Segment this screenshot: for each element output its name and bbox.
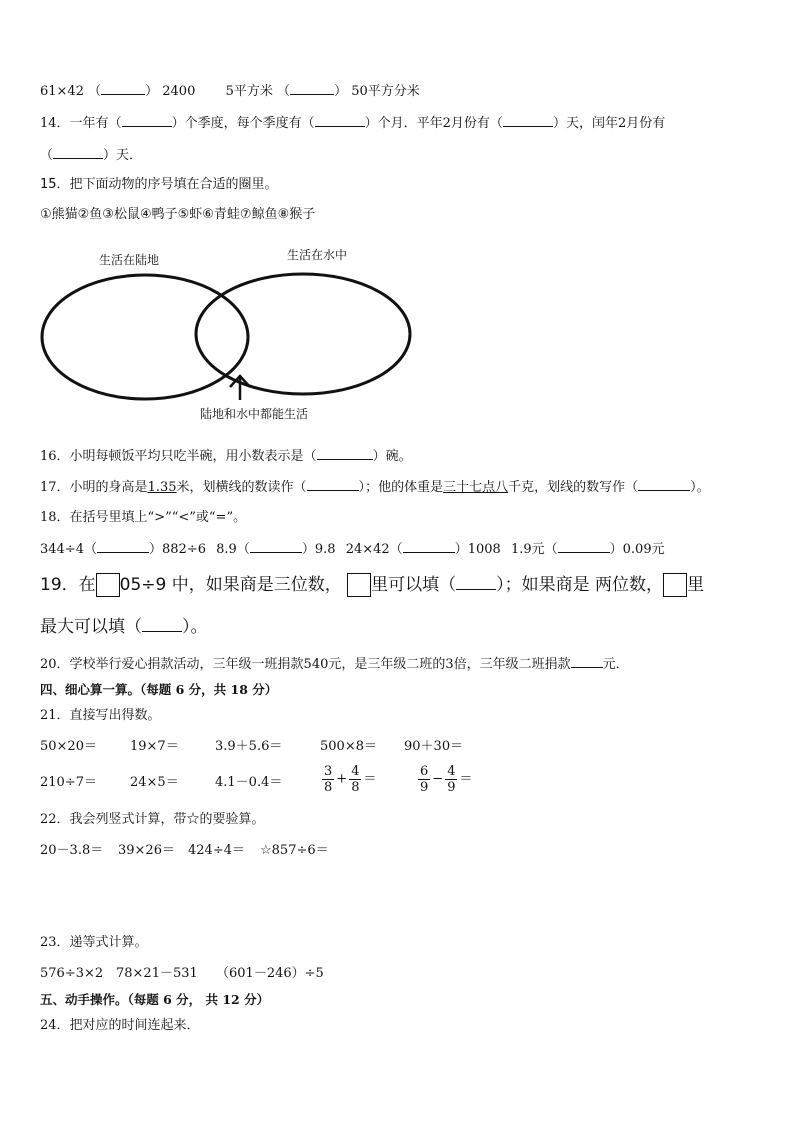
q19-text-3: 中，如果商是三位数， bbox=[171, 575, 342, 595]
q19-blank-2[interactable] bbox=[142, 616, 182, 632]
q14-blank-2[interactable] bbox=[315, 114, 365, 127]
q14-blank-3[interactable] bbox=[503, 114, 553, 127]
q20-blank[interactable] bbox=[571, 655, 603, 668]
q22-expression: 20－3.8＝ bbox=[40, 843, 104, 858]
q21-expression: 210÷7＝ bbox=[40, 775, 97, 790]
q18-prompt bbox=[40, 509, 246, 527]
q19-text-4: 里可以填 bbox=[371, 575, 440, 595]
q21-row-1 bbox=[40, 738, 480, 756]
q24-number: 24． bbox=[40, 1018, 70, 1033]
q19-digit-box-2[interactable] bbox=[347, 573, 371, 597]
q19-line-2: 最大可以填（ ）。 bbox=[40, 617, 208, 637]
q18-item: 8.9 bbox=[216, 542, 237, 557]
q22-expression: ☆857÷6＝ bbox=[260, 843, 329, 858]
q21-fraction-expression-1: $\frac{3}{8}$ + $\frac{4}{8}$ ＝ bbox=[324, 764, 377, 795]
q14-blank-4[interactable] bbox=[53, 146, 103, 159]
q18-blank-1[interactable] bbox=[97, 540, 149, 553]
q13-line: 61×42 （ ） 2400 5平方米 （ ） 50平方分米 bbox=[40, 84, 420, 99]
q23-text: 递等式计算。 bbox=[69, 935, 148, 950]
q19-text-1: 在 bbox=[78, 575, 96, 595]
q21-expression: 24×5＝ bbox=[130, 775, 179, 790]
q17-text-2: 米，划横线的数读作 bbox=[176, 480, 294, 495]
q17-line: 17．小明的身高是1.35米，划横线的数读作（ ）；他的体重是三十七点八千克，划线的数写作（ ）。 bbox=[40, 480, 710, 495]
q18-item: 9.8 bbox=[314, 542, 336, 557]
q19-text-8: 。 bbox=[190, 617, 208, 637]
q14-number: 14． bbox=[40, 116, 70, 131]
q23-expression: （601－246）÷5 bbox=[216, 966, 324, 981]
q21-row-2 bbox=[40, 764, 500, 804]
q18-blank-4[interactable] bbox=[558, 540, 610, 553]
q21-expression: 50×20＝ bbox=[40, 739, 97, 754]
q19-text-7: 最大可以填 bbox=[40, 617, 125, 637]
q20-line bbox=[40, 655, 629, 674]
q15-prompt bbox=[40, 176, 278, 194]
q13-right-expr: 5平方米 bbox=[225, 84, 273, 99]
section-4-heading: 四、细心算一算。（每题 6 分，共 18 分） bbox=[40, 682, 278, 697]
q21-prompt bbox=[40, 707, 161, 725]
q23-items bbox=[40, 965, 360, 983]
q23-number: 23． bbox=[40, 935, 70, 950]
venn-diagram bbox=[40, 240, 430, 430]
q18-item: 24×42 bbox=[345, 542, 390, 557]
q22-items bbox=[40, 842, 340, 860]
q14-text-4: 天，闰年2月份有 bbox=[565, 116, 666, 131]
q17-text-1: 小明的身高是 bbox=[69, 480, 148, 495]
q18-item: 0.09元 bbox=[622, 542, 665, 557]
q22-expression: 39×26＝ bbox=[118, 843, 175, 858]
q17-underlined-weight: 三十七点八 bbox=[443, 480, 509, 495]
q15-animal-list: ①熊猫②鱼③松鼠④鸭子⑤虾⑥青蛙⑦鲸鱼⑧猴子 bbox=[40, 207, 316, 222]
q22-expression: 424÷4＝ bbox=[188, 843, 245, 858]
fraction: $\frac{3}{8}$ bbox=[324, 764, 333, 795]
q14-line-1: 14．一年有（ ）个季度，每个季度有（ ）个月．平年2月份有（ ）天，闰年2月份有 bbox=[40, 116, 666, 131]
q19-line-1: 19．在 05÷9 中，如果商是三位数， 里可以填（ ）；如果商是 两位数， 里 bbox=[40, 575, 705, 595]
q21-expression: 3.9＋5.6＝ bbox=[215, 739, 283, 754]
q18-blank-3[interactable] bbox=[403, 540, 455, 553]
q14-text-2: 个季度，每个季度有 bbox=[184, 116, 302, 131]
land-circle[interactable] bbox=[42, 275, 248, 399]
q18-items: 344÷4（ ）882÷6 8.9（ ）9.8 24×42（ ）1008 1.9元（ ）0.09元 bbox=[40, 542, 665, 557]
q19-text-6: 里 bbox=[687, 575, 705, 595]
q20-tail: 元． bbox=[602, 657, 629, 672]
q22-number: 22． bbox=[40, 812, 70, 827]
fraction: $\frac{6}{9}$ bbox=[420, 764, 429, 795]
q15-text: 把下面动物的序号填在合适的圈里。 bbox=[69, 177, 278, 192]
q18-item: 344÷4 bbox=[40, 542, 84, 557]
fraction: $\frac{4}{9}$ bbox=[447, 764, 456, 795]
label-water: 生活在水中 bbox=[287, 248, 348, 262]
q17-text-4: 千克，划线的数写作 bbox=[508, 480, 626, 495]
q21-expression: 500×8＝ bbox=[320, 739, 377, 754]
q15-animals bbox=[40, 206, 315, 224]
q18-item: 882÷6 bbox=[162, 542, 206, 557]
q24-text: 把对应的时间连起来． bbox=[69, 1018, 200, 1033]
q14-line-2: （ ）天． bbox=[40, 148, 143, 163]
q21-fraction-expression-2: $\frac{6}{9}$ − $\frac{4}{9}$ ＝ bbox=[420, 764, 473, 795]
q22-prompt bbox=[40, 811, 265, 829]
q16-number: 16． bbox=[40, 449, 70, 464]
q19-expression: 05÷9 bbox=[119, 575, 167, 595]
q21-expression: 90＋30＝ bbox=[404, 739, 464, 754]
q13-blank-1[interactable] bbox=[101, 82, 145, 95]
q18-blank-2[interactable] bbox=[250, 540, 302, 553]
q19-text-5: ；如果商是 两位数， bbox=[504, 575, 664, 595]
q17-blank-1[interactable] bbox=[307, 478, 359, 491]
q23-prompt bbox=[40, 934, 148, 952]
q17-text-5: 。 bbox=[696, 480, 710, 495]
q21-expression: 4.1－0.4＝ bbox=[215, 775, 283, 790]
q17-number: 17． bbox=[40, 480, 70, 495]
q17-blank-2[interactable] bbox=[638, 478, 690, 491]
q16-text: 小明每顿饭平均只吃半碗，用小数表示是 bbox=[69, 449, 304, 464]
q14-text-3: 个月．平年2月份有 bbox=[377, 116, 490, 131]
q18-item: 1.9元 bbox=[510, 542, 545, 557]
q19-blank-1[interactable] bbox=[456, 574, 496, 590]
q16-line: 16．小明每顿饭平均只吃半碗，用小数表示是（ ）碗。 bbox=[40, 449, 412, 464]
water-circle[interactable] bbox=[196, 274, 410, 394]
q16-tail: 碗。 bbox=[385, 449, 412, 464]
q18-item: 1008 bbox=[467, 542, 501, 557]
label-land: 生活在陆地 bbox=[99, 253, 160, 267]
q21-number: 21． bbox=[40, 708, 70, 723]
q14-text-1: 一年有 bbox=[69, 116, 109, 131]
q21-expression: 19×7＝ bbox=[130, 739, 179, 754]
fraction: $\frac{4}{8}$ bbox=[351, 764, 360, 795]
q22-text: 我会列竖式计算，带☆的要验算。 bbox=[69, 812, 265, 827]
q13-left-right: 2400 bbox=[162, 84, 196, 99]
q13-blank-2[interactable] bbox=[290, 82, 334, 95]
q23-expression: 576÷3×2 bbox=[40, 966, 104, 981]
q15-number: 15． bbox=[40, 177, 70, 192]
label-both: 陆地和水中都能生活 bbox=[200, 407, 309, 421]
q14-text-5: 天． bbox=[116, 148, 143, 163]
q24-prompt bbox=[40, 1017, 200, 1035]
q17-text-3: ；他的体重是 bbox=[365, 480, 444, 495]
q23-expression: 78×21－531 bbox=[116, 966, 198, 981]
q13-right-right: 50平方分米 bbox=[351, 84, 420, 99]
q14-blank-1[interactable] bbox=[122, 114, 172, 127]
q19-digit-box-3[interactable] bbox=[663, 573, 687, 597]
q20-text: 学校举行爱心捐款活动，三年级一班捐款540元，是三年级二班的3倍，三年级二班捐款 bbox=[69, 657, 571, 672]
q19-number: 19． bbox=[40, 575, 79, 595]
q18-text: 在括号里填上“>”“<”或“=”。 bbox=[69, 510, 247, 525]
q18-number: 18． bbox=[40, 510, 70, 525]
section-5-heading: 五、动手操作。（每题 6 分， 共 12 分） bbox=[40, 992, 270, 1007]
q21-text: 直接写出得数。 bbox=[69, 708, 161, 723]
q13-left-expr: 61×42 bbox=[40, 84, 84, 99]
q17-underlined-height: 1.35 bbox=[147, 480, 177, 495]
q20-number: 20． bbox=[40, 657, 70, 672]
q19-digit-box-1[interactable] bbox=[96, 573, 120, 597]
q16-blank[interactable] bbox=[317, 447, 373, 460]
